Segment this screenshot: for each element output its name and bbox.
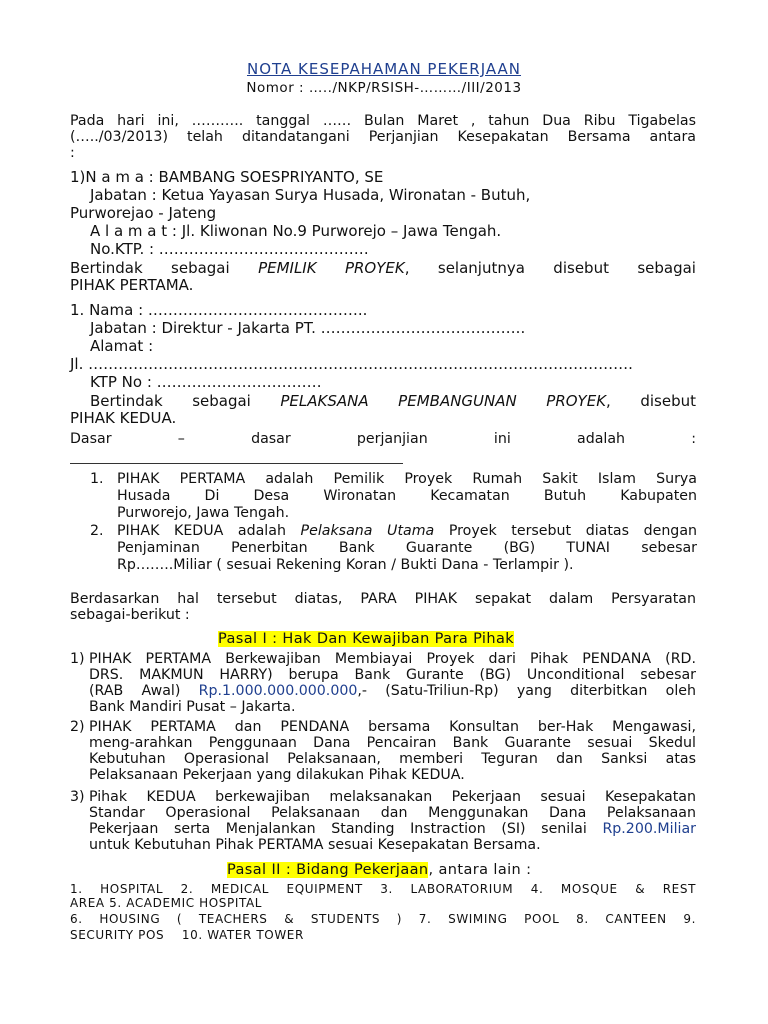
pasal-1-title: Pasal I : Hak Dan Kewajiban Para Pihak	[218, 631, 515, 647]
pasal-1-item-2-line-2: meng-arahkan Penggunaan Dana Pencairan Bank Guarante sesuai Skedul	[89, 735, 696, 751]
party2-alamat: Alamat :	[90, 337, 154, 355]
party2-role-cont: PIHAK KEDUA.	[70, 409, 177, 427]
pasal-2-line-4: SECURITY POS 10. WATER TOWER	[70, 928, 304, 942]
dasar-item-2-line-1: PIHAK KEDUA adalah Pelaksana Utama Proyek tersebut diatas dengan	[117, 523, 698, 539]
dasar-item-2-line-3: Rp……..Miliar ( sesuai Rekening Koran / Bukti Dana - Terlampir ).	[117, 557, 574, 573]
pasal-1-item-2-line-1: PIHAK PERTAMA dan PENDANA bersama Konsultan ber-Hak Mengawasi,	[89, 719, 696, 735]
pasal-1-item-1-line-3: (RAB Awal) Rp.1.000.000.000.000,- (Satu-Triliun-Rp) yang diterbitkan oleh	[89, 683, 696, 699]
dasar-item-2-line-2: Penjaminan Penerbitan Bank Guarante (BG) TUNAI sebesar	[117, 540, 697, 556]
pasal-2-line-1: 1. HOSPITAL 2. MEDICAL EQUIPMENT 3. LABORATORIUM 4. MOSQUE & REST	[70, 882, 696, 896]
document-title: NOTA KESEPAHAMAN PEKERJAAN	[246, 60, 522, 78]
pasal-1-item-3-line-3: Pekerjaan serta Menjalankan Standing Instraction (SI) senilai Rp.200.Miliar	[89, 821, 696, 837]
dasar-item-1-line-1: PIHAK PERTAMA adalah Pemilik Proyek Rumah Sakit Islam Surya	[117, 471, 697, 487]
pasal-1-item-1-line-1: PIHAK PERTAMA Berkewajiban Membiayai Proyek dari Pihak PENDANA (RD.	[89, 651, 696, 667]
pasal-2-line-2: AREA 5. ACADEMIC HOSPITAL	[70, 896, 263, 910]
pasal-1-item-3-line-2: Standar Operasional Pelaksanaan dan Menggunakan Dana Pelaksanaan	[89, 805, 696, 821]
party1-alamat: A l a m a t : Jl. Kliwonan No.9 Purworejo – Jawa Tengah.	[90, 222, 502, 240]
dasar-item-2-number: 2.	[90, 523, 104, 539]
party2-role: Bertindak sebagai PELAKSANA PEMBANGUNAN PROYEK, disebut	[90, 392, 696, 410]
pasal-1-item-3-number: 3)	[70, 789, 85, 805]
party1-role: Bertindak sebagai PEMILIK PROYEK, selanjutnya disebut sebagai	[70, 259, 696, 277]
party1-jabatan: Jabatan : Ketua Yayasan Surya Husada, Wironatan - Butuh,	[90, 186, 531, 204]
pasal-1-item-1-line-4: Bank Mandiri Pusat – Jakarta.	[89, 699, 296, 715]
berdasarkan-line-2: sebagai-berikut :	[70, 607, 190, 623]
pasal-2-line-3: 6. HOUSING ( TEACHERS & STUDENTS ) 7. SWIMING POOL 8. CANTEEN 9.	[70, 912, 696, 926]
pasal-2-title: Pasal II : Bidang Pekerjaan, antara lain :	[227, 862, 532, 878]
pasal-1-item-2-line-3: Kebutuhan Operasional Pelaksanaan, memberi Teguran dan Sanksi atas	[89, 751, 696, 767]
intro-line-3: :	[70, 145, 75, 161]
pasal-1-item-1-line-2: DRS. MAKMUN HARRY) berupa Bank Gurante (BG) Unconditional sebesar	[89, 667, 696, 683]
intro-line-2: (…../03/2013) telah ditandatangani Perjanjian Kesepakatan Bersama antara	[70, 129, 696, 145]
pasal-1-item-2-line-4: Pelaksanaan Pekerjaan yang dilakukan Pihak KEDUA.	[89, 767, 465, 783]
intro-line-1: Pada hari ini, ……….. tanggal …… Bulan Maret , tahun Dua Ribu Tigabelas	[70, 113, 696, 129]
dasar-underline	[70, 463, 403, 464]
pasal-1-item-3-line-1: Pihak KEDUA berkewajiban melaksanakan Pekerjaan sesuai Kesepakatan	[89, 789, 696, 805]
dasar-item-1-number: 1.	[90, 471, 104, 487]
party2-jabatan: Jabatan : Direktur - Jakarta PT. …………………………………..	[90, 319, 526, 337]
party2-ktp: KTP No : ……………………………	[90, 373, 322, 391]
dasar-item-1-line-2: Husada Di Desa Wironatan Kecamatan Butuh Kabupaten	[117, 488, 697, 504]
berdasarkan-line-1: Berdasarkan hal tersebut diatas, PARA PIHAK sepakat dalam Persyaratan	[70, 591, 696, 607]
document-number: Nomor : …../NKP/RSISH-………/III/2013	[246, 80, 522, 96]
party1-role-cont: PIHAK PERTAMA.	[70, 276, 194, 294]
party1-name: 1)N a m a : BAMBANG SOESPRIYANTO, SE	[70, 168, 384, 186]
pasal-1-item-2-number: 2)	[70, 719, 85, 735]
party2-jl: Jl. ……………………………………………………………………………………………….	[70, 355, 633, 373]
pasal-1-item-1-number: 1)	[70, 651, 85, 667]
party2-name: 1. Nama : ……………………………………..	[70, 301, 368, 319]
dasar-item-1-line-3: Purworejo, Jawa Tengah.	[117, 505, 290, 521]
party1-jabatan-cont: Purworejao - Jateng	[70, 204, 217, 222]
dasar-heading: Dasar – dasar perjanjian ini adalah :	[70, 431, 697, 447]
party1-ktp: No.KTP. : ……………………………………	[90, 240, 369, 258]
pasal-1-item-3-line-4: untuk Kebutuhan Pihak PERTAMA sesuai Kesepakatan Bersama.	[89, 837, 541, 853]
